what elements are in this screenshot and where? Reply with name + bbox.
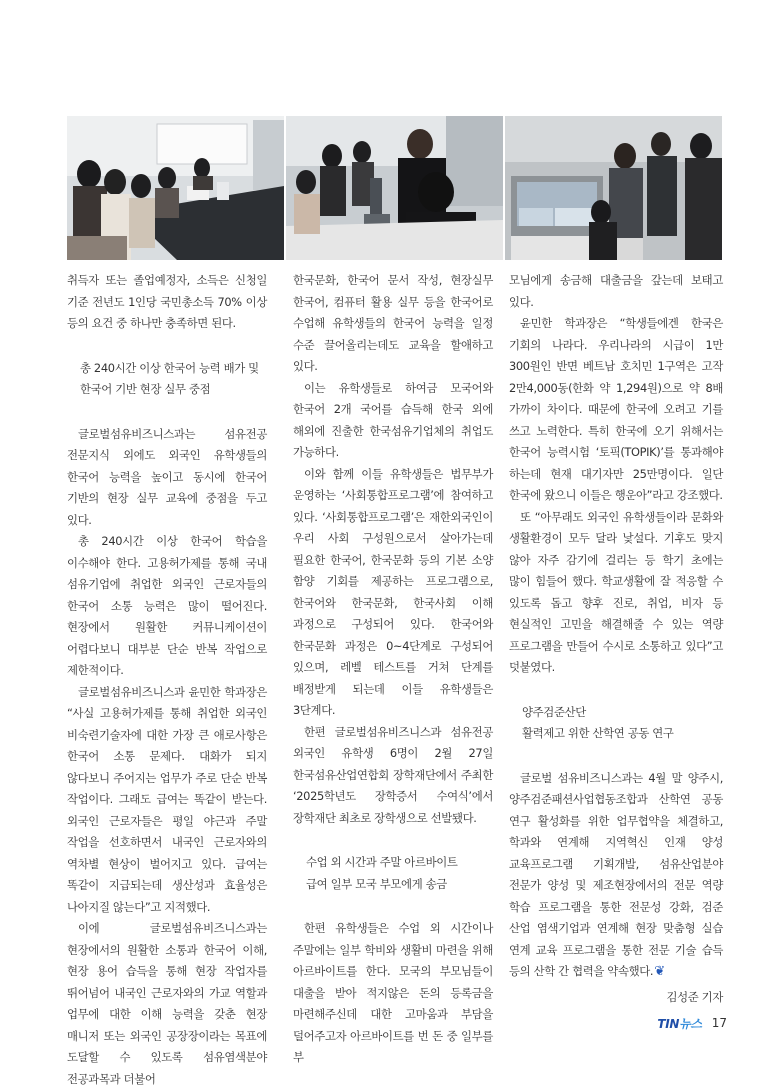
microscope-demo-photo	[286, 116, 503, 260]
page-number: 17	[711, 1016, 727, 1030]
subheading: 활력제고 위한 산학연 공동 연구	[522, 726, 674, 740]
paragraph: 이에 글로벌섬유비즈니스과는 현장에서의 원활한 소통과 한국어 이해, 현장 용어 습득을 통해 현장 작업자를 뛰어넘어 내국인 근로자와의 가교 역할과 업무에 대한 이해 능력을 갖춘 현장 매니저 또는 외국인 공장장이라는 목표에 도달할 수 있도록 섬유염색분야 전공과목과 더불어	[67, 921, 267, 1086]
brand-main: TIN	[657, 1016, 680, 1031]
publication-logo	[657, 1015, 701, 1032]
paragraph: 이는 유학생들로 하여금 모국어와 한국어 2개 국어를 습득해 한국 외에 해외에 진출한 한국섬유기업체의 취업도 가능하다.	[293, 380, 493, 459]
subheading: 수업 외 시간과 주말 아르바이트	[306, 855, 458, 869]
paragraph: 이와 함께 이들 유학생들은 법무부가 운영하는 ‘사회통합프로그램’에 참여하고 있다. ‘사회통합프로그램’은 재한외국인이 우리 사회 구성원으로서 살아가는데 필요한 한국어, 한국문화 등의 기본 소양 함양 기회를 제공하는 프로그램으로, 한국어와 한국문화, 한국사회 이해 과정으로 구성되어 있다. 한국어와 한국문화 과정은 0~4단계로 구성되어 있으며, 레벨 테스트를 거쳐 단계를 배정받게 되는데 이들 유학생들은 3단계다.	[293, 466, 493, 717]
page-footer	[657, 1014, 727, 1032]
paragraph: 한편 글로벌섬유비즈니스과 섬유전공 외국인 유학생 6명이 2월 27일 한국섬유산업연합회 장학재단에서 주최한 ‘2025학년도 장학증서 수여식’에서 장학재단 최초로 장학생으로 선발됐다.	[293, 724, 493, 825]
photo-strip	[67, 116, 722, 260]
paragraph: 한국문화, 한국어 문서 작성, 현장실무 한국어, 컴퓨터 활용 실무 등을 한국어로 수업해 유학생들의 한국어 능력을 일정 수준 끌어올리는데도 교육을 할애하고 있다.	[293, 273, 493, 373]
color-booth-photo	[505, 116, 722, 260]
paragraph: 취득자 또는 졸업예정자, 소득은 신청일 기준 전년도 1인당 국민총소득 70% 이상 등의 요건 중 하나만 충족하면 된다.	[67, 273, 267, 330]
paragraph-text: 글로벌 섬유비즈니스과는 4월 말 양주시, 양주검준패션사업협동조합과 산학연 공동 연구 활성화를 위한 업무협약을 체결하고, 학과와 연계해 지역혁신 인재 양성 교육프로그램 기획개발, 섬유산업분야 전문가 양성 및 제조현장에서의 전문 역량 학습 프로그램을 통한 전문성 강화, 검준 산업 염색기업과 연계해 현장 맞춤형 실습 연계 교육 프로그램을 통한 전문 기술 습득 등의 산학 간 협력을 약속했다.	[509, 770, 723, 978]
brand-accent: 뉴스	[679, 1016, 702, 1031]
paragraph: 한편 유학생들은 수업 외 시간이나 주말에는 일부 학비와 생활비 마련을 위해 아르바이트를 한다. 모국의 부모님들이 대출을 받아 적지않은 돈의 등록금을 마련해주신데 대한 고마움과 부담을 덜어주고자 아르바이트를 번 돈 중 일부를 부	[293, 921, 493, 1064]
lab-classroom-photo	[67, 116, 284, 260]
byline: 김성준 기자	[666, 989, 723, 1004]
paragraph: 또 “아무래도 외국인 유학생들이라 문화와 생활환경이 모두 달라 낯설다. 기후도 맞지 않아 자주 감기에 걸리는 등 학기 초에는 많이 힘들어 했다. 학교생활에 잘 적응할 수 있도록 돕고 향후 진로, 취업, 비자 등 현실적인 고민을 해결해줄 수 있는 역량 프로그램을 만들어 수시로 소통하고 있다”고 덧붙였다.	[509, 509, 723, 674]
subheading: 양주검준산단	[522, 704, 586, 719]
subheading: 급여 일부 모국 부모에게 송금	[306, 876, 447, 891]
paragraph: 총 240시간 이상 한국어 학습을 이수해야 한다. 고용허가제를 통해 국내 섬유기업에 취업한 외국인 근로자들의 한국어 소통 능력은 많이 떨어진다. 현장에서 원활한 커뮤니케이션이 어렵다보니 대부분 단순 반복 작업으로 제한적이다.	[67, 534, 267, 677]
paragraph: 글로벌섬유비즈니스과는 섬유전공 전문지식 외에도 외국인 유학생들의 한국어 능력을 높이고 동시에 한국어 기반의 현장 실무 교육에 중점을 두고 있다.	[67, 426, 267, 527]
article-column-1	[67, 270, 267, 1090]
subheading: 한국어 기반 현장 실무 중점	[80, 382, 211, 396]
brand-end-mark-icon: ❦	[654, 964, 665, 979]
paragraph: 글로벌섬유비즈니스과 윤민한 학과장은 “사실 고용허가제를 통해 취업한 외국인 비숙련기술자에 대한 가장 큰 애로사항은 한국어 소통 문제다. 대화가 되지 않다보니 주어지는 업무가 주로 단순 반복 작업이다. 그래도 급여는 똑같이 받는다. 외국인 근로자들은 평일 야근과 주말 작업을 선호하면서 내국인 근로자와의 역차별 현상이 벌어지고 있다. 급여는 똑같이 지급되는데 생산성과 효율성은 나아지질 않는다”고 지적했다.	[67, 684, 267, 914]
paragraph: 모님에게 송금해 대출금을 갚는데 보태고 있다.	[509, 273, 723, 309]
article-column-3	[509, 270, 723, 1008]
paragraph: 윤민한 학과장은 “학생들에겐 한국은 기회의 나라다. 우리나라의 시급이 1만 300원인 반면 베트남 호치민 1구역은 고작 2만4,000동(한화 약 1,294원)으로 약 8배 가까이 차이다. 때문에 한국에 오려고 기를 쓰고 노력한다. 특히 한국에 오기 위해서는 한국어 능력시험 ‘토픽(TOPIK)’를 통과해야 하는데 현재 대기자만 25만명이다. 일단 한국에 왔으니 이들은 행운아”라고 강조했다.	[509, 316, 723, 502]
article-column-2	[293, 270, 493, 1069]
subheading: 총 240시간 이상 한국어 능력 배가 및	[80, 360, 259, 375]
paragraph	[509, 768, 723, 983]
